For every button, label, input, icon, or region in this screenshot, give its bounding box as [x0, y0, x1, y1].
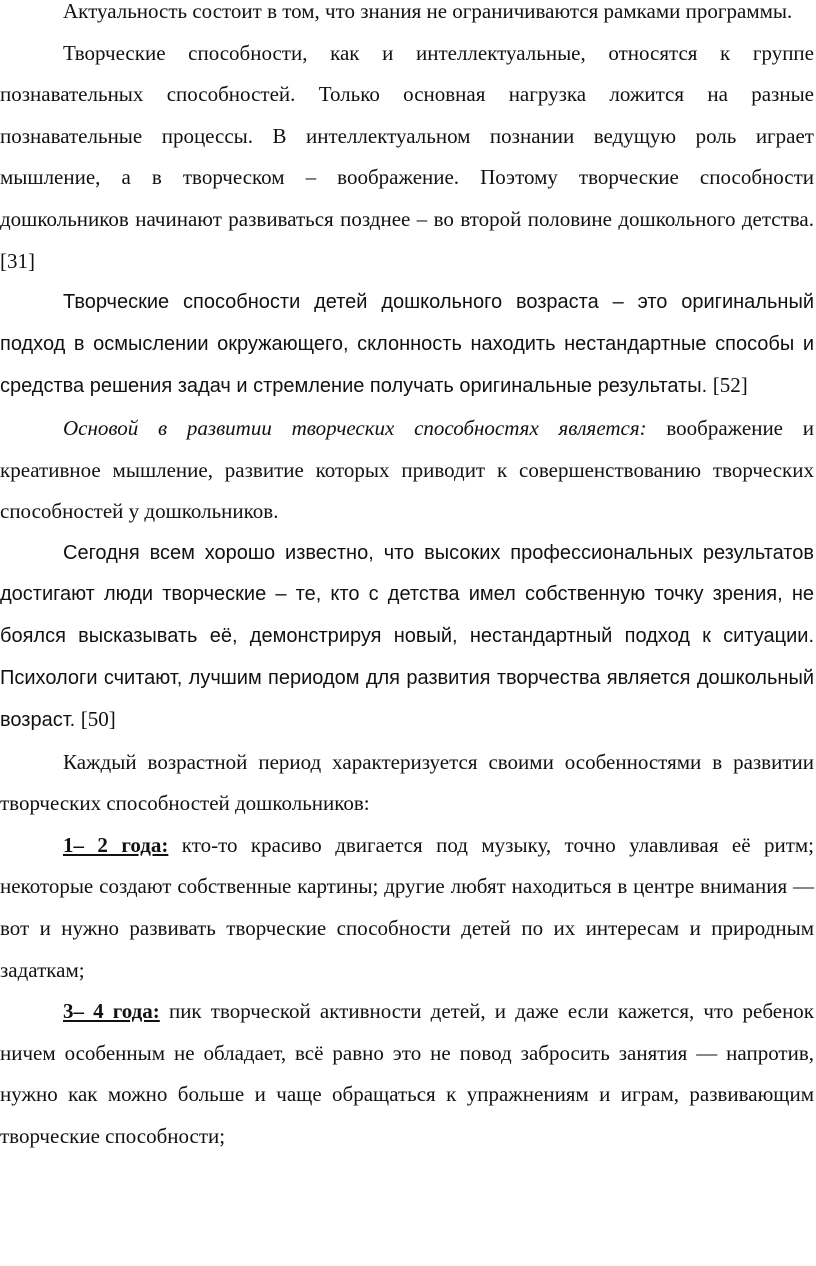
- paragraph-age-3-4: [0, 991, 814, 1157]
- paragraph-relevance: Актуальность состоит в том, что знания не ограничиваются рамками программы.: [63, 0, 793, 23]
- paragraph-professional-results: [0, 533, 814, 742]
- age-1-2-heading: 1– 2 года:: [63, 832, 169, 857]
- paragraph-age-periods: Каждый возрастной период характеризуется своими особенностями в развитии творческих способностей дошкольников:: [0, 749, 814, 816]
- paragraph-foundation-text: воображение и креативное мышление, развитие которых приводит к совершенствованию творческих способностей у дошкольников.: [0, 415, 814, 524]
- paragraph-professional-results-text: Сегодня всем хорошо известно, что высоких профессиональных результатов достигают люди творческие – те, кто с детства имел собственную точку зрения, не боялся высказывать её, демонстрируя новый, нестандартный подход к ситуации. Психологи считают, лучшим периодом для развития творчества является дошкольный возраст.: [0, 541, 814, 732]
- paragraph-preschool-definition: [0, 282, 814, 408]
- paragraph-creative-abilities: Творческие способности, как и интеллектуальные, относятся к группе познавательных способностей. Только основная нагрузка ложится на разные познавательные процессы. В интеллектуальном познании ведущую роль играет мышление, а в творческом – воображение. Поэтому творческие способности дошкольников начинают развиваться позднее – во второй половине дошкольного детства. [31]: [0, 40, 814, 273]
- paragraph-foundation: [0, 408, 814, 533]
- paragraph-preschool-definition-text: Творческие способности детей дошкольного возраста – это оригинальный подход в осмыслении окружающего, склонность находить нестандартные способы и средства решения задач и стремление получать оригинальные результаты.: [0, 291, 814, 398]
- citation-50: [50]: [80, 707, 116, 732]
- paragraph-age-1-2: [0, 825, 814, 991]
- citation-52: [52]: [712, 373, 748, 398]
- age-1-2-text: кто-то красиво двигается под музыку, точно улавливая её ритм; некоторые создают собственные картины; другие любят находиться в центре внимания — вот и нужно развивать творческие способности детей по их интересам и природным задаткам;: [0, 832, 814, 982]
- paragraph-foundation-italic: Основой в развитии творческих способностях является:: [63, 415, 647, 440]
- age-3-4-heading: 3– 4 года:: [63, 999, 160, 1024]
- age-3-4-text: пик творческой активности детей, и даже если кажется, что ребенок ничем особенным не обладает, всё равно это не повод забросить занятия — напротив, нужно как можно больше и чаще обращаться к упражнениям и играм, развивающим творческие способности;: [0, 999, 815, 1149]
